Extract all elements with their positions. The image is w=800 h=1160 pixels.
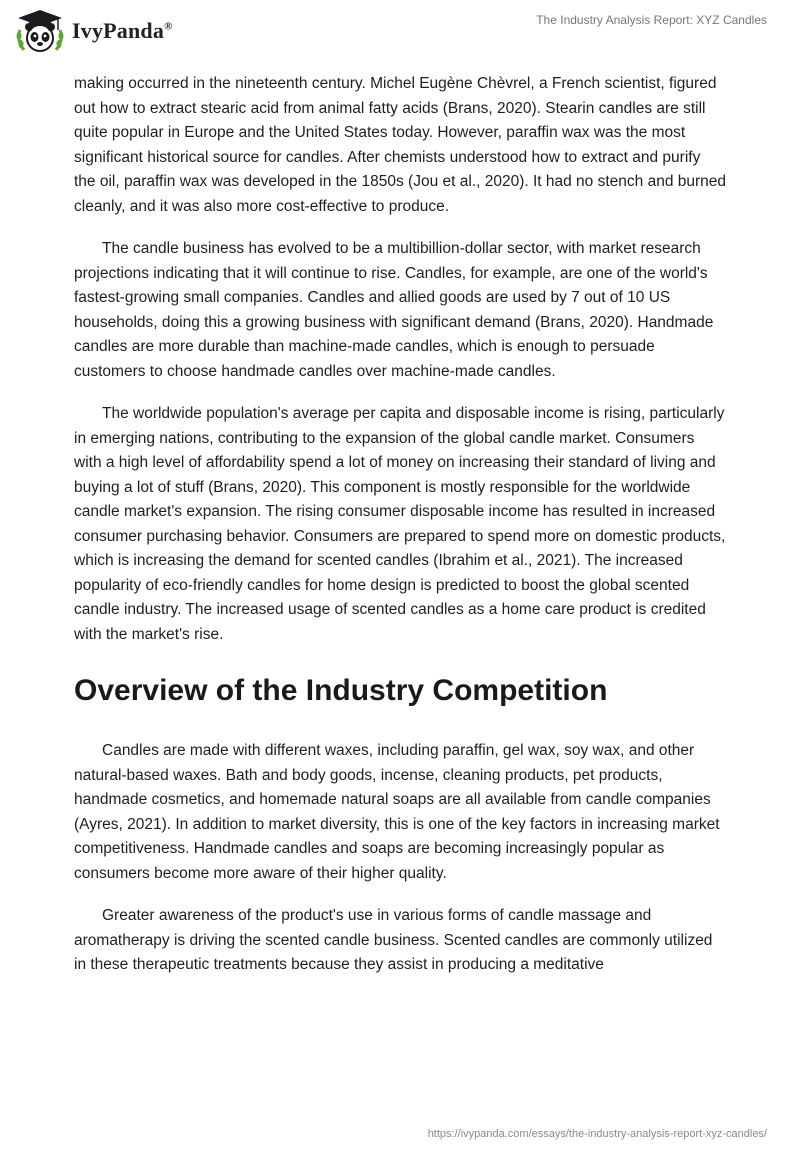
source-url-link[interactable]: https://ivypanda.com/essays/the-industry-analysis-report-xyz-candles/ <box>427 1128 767 1140</box>
body-paragraph: Candles are made with different waxes, including paraffin, gel wax, soy wax, and other natural-based waxes. Bath and body goods, incense, cleaning products, pet products, handmade cosmetics, and homemade natural soaps are all available from candle companies (Ayres, 2021). In addition to market diversity, this is one of the key factors in increasing market competitiveness. Handmade candles and soaps are becoming increasingly popular as consumers become more aware of their higher quality. <box>74 742 720 882</box>
logo-wordmark: IvyPanda® <box>72 18 173 43</box>
body-paragraph: The candle business has evolved to be a multibillion-dollar sector, with market research projections indicating that it will continue to rise. Candles, for example, are one of the world's fastest-growing small companies. Candles and allied goods are used by 7 out of 10 US households, doing this a growing business with significant demand (Brans, 2020). Handmade candles are more durable than machine-made candles, which is enough to persuade customers to choose handmade candles over machine-made candles. <box>74 240 714 380</box>
document-title: The Industry Analysis Report: XYZ Candles <box>536 13 767 27</box>
body-paragraph: Greater awareness of the product's use in various forms of candle massage and aromatherapy is driving the scented candle business. Scented candles are commonly utilized in these therapeutic treatments because they assist in producing a meditative <box>74 907 713 973</box>
section-heading: Overview of the Industry Competition <box>74 674 608 707</box>
body-paragraph: The worldwide population's average per capita and disposable income is rising, particularly in emerging nations, contributing to the expansion of the global candle market. Consumers with a high level of affordability spend a lot of money on increasing their standard of living and buying a lot of stuff (Brans, 2020). This component is mostly responsible for the worldwide candle market's expansion. The rising consumer disposable income has resulted in increased consumer purchasing behavior. Consumers are prepared to spend more on domestic products, which is increasing the demand for scented candles (Ibrahim et al., 2021). The increased popularity of eco-friendly candles for home design is predicted to boost the global scented candle industry. The increased usage of scented candles as a home care product is credited with the market's rise. <box>74 405 726 643</box>
essay-body <box>74 72 726 996</box>
body-paragraph: making occurred in the nineteenth century. Michel Eugène Chèvrel, a French scientist, figured out how to extract stearic acid from animal fatty acids (Brans, 2020). Stearin candles are still quite popular in Europe and the United States today. However, paraffin wax was the most significant historical source for candles. After chemists understood how to extract and purify the oil, paraffin wax was developed in the 1850s (Jou et al., 2020). It had no stench and burned cleanly, and it was also more cost-effective to produce. <box>74 75 727 215</box>
page-header <box>0 0 800 64</box>
panda-graduate-icon <box>14 8 66 54</box>
ivypanda-logo[interactable] <box>14 8 173 54</box>
